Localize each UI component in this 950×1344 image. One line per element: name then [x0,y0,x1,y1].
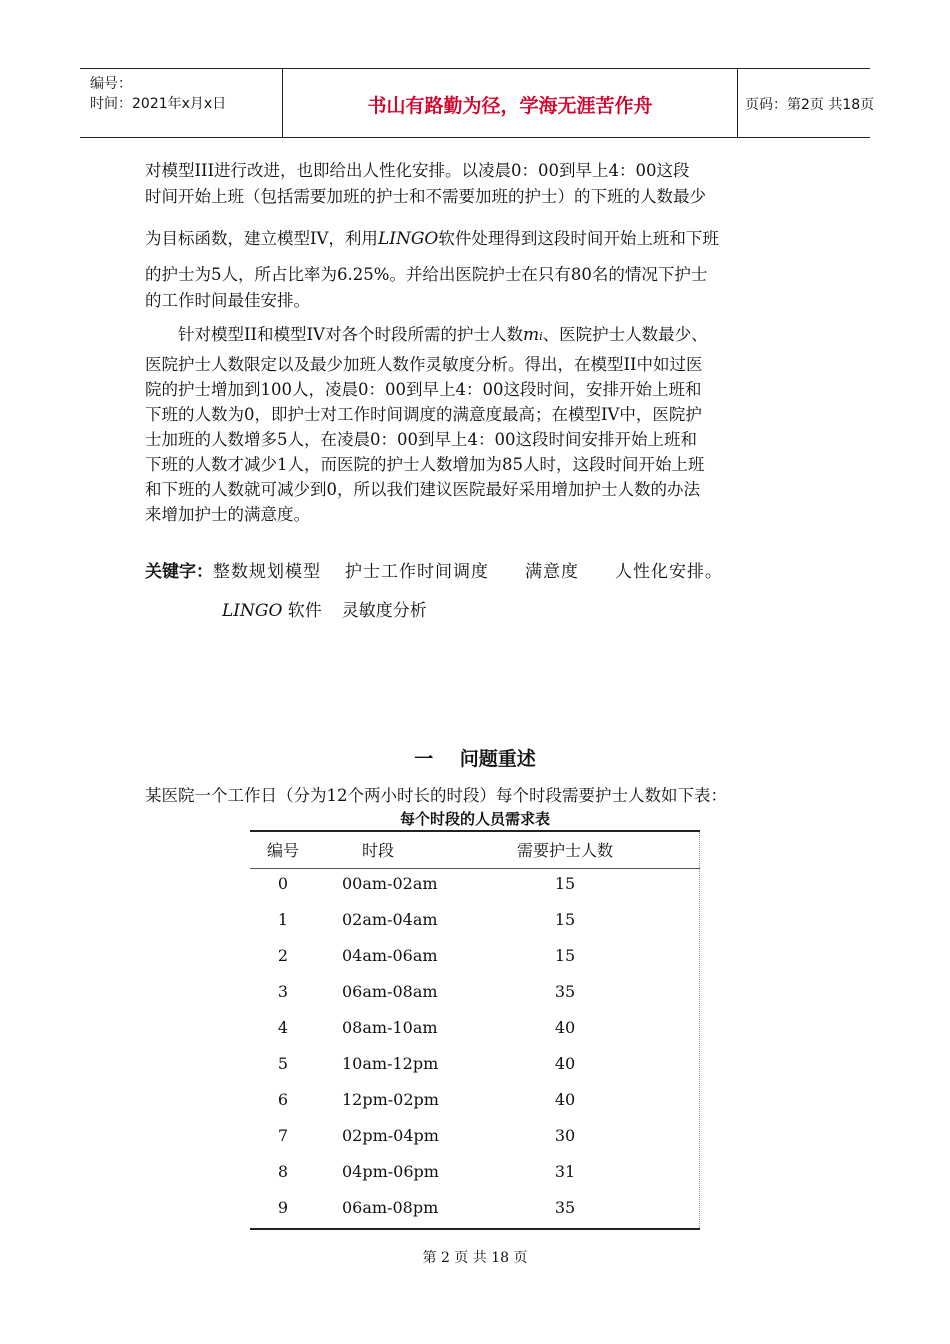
header-page-cell [737,69,875,137]
text-line [145,322,815,352]
row-count-cell: 15 [554,874,576,893]
intro-text: 某医院一个工作日（分为12个两小时长的时段）每个时段需要护士人数如下表： [145,786,727,805]
row-count-cell: 35 [554,982,576,1001]
text-span: 针对模型II和模型IV对各个时段所需的护士人数 [178,325,523,344]
row-count-cell: 35 [554,1198,576,1217]
keyword: 护士工作时间调度 [345,562,489,582]
keywords-label: 关键字： [145,562,213,582]
row-period-cell: 06am-08am [342,982,438,1001]
text-span: 为目标函数，建立模型IV，利用 [145,229,378,248]
text-line: 下班的人数才减少1人，而医院的护士人数增加为85人时，这段时间开始上班 [145,455,705,474]
page-header [80,68,875,138]
math-subscript-i: i [539,330,543,343]
text-line: 时间开始上班（包括需要加班的护士和不需要加班的护士）的下班的人数最少 [145,187,706,206]
section-title: 一 问题重述 [414,748,536,770]
text-line: 士加班的人数增多5人，在凌晨0：00到早上4：00这段时间安排开始上班和 [145,430,697,449]
keyword: 整数规划模型 [213,562,321,582]
row-id-cell: 6 [277,1090,289,1109]
header-motto-cell [282,69,738,137]
row-period-cell: 02am-04am [342,910,438,929]
text-line: 和下班的人数就可减少到0，所以我们建议医院最好采用增加护士人数的办法 [145,480,700,499]
row-period-cell: 04am-06am [342,946,438,965]
keywords-line [145,557,723,582]
table-caption: 每个时段的人员需求表 [399,810,550,828]
row-id-cell: 9 [277,1198,289,1217]
text-line: 下班的人数为0，即护士对工作时间调度的满意度最高；在模型IV中，医院护 [145,405,702,424]
text-line: 的工作时间最佳安排。 [145,291,310,310]
col-header-period: 时段 [362,841,395,860]
row-count-cell: 40 [554,1054,576,1073]
row-count-cell: 40 [554,1090,576,1109]
lingo-term: LINGO [222,601,283,621]
keyword: 软件 [282,601,322,621]
keyword: 满意度 [525,562,579,582]
row-id-cell: 2 [277,946,289,965]
page-footer: 第 2 页 共 18 页 [422,1250,528,1266]
motto: 书山有路勤为径，学海无涯苦作舟 [367,95,653,117]
keyword: 灵敏度分析 [341,601,427,621]
col-header-id: 编号 [266,841,299,860]
col-header-count: 需要护士人数 [516,841,613,860]
text-line: 医院护士人数限定以及最少加班人数作灵敏度分析。得出，在模型II中如过医 [145,355,703,374]
math-m: m [522,325,540,345]
row-id-cell: 8 [277,1162,289,1181]
row-period-cell: 06am-08pm [342,1198,439,1217]
text-line: 对模型III进行改进，也即给出人性化安排。以凌晨0：00到早上4：00这段 [145,161,690,180]
row-count-cell: 15 [554,946,576,965]
row-count-cell: 15 [554,910,576,929]
header-rule [250,868,700,869]
text-line: 来增加护士的满意度。 [145,505,310,524]
abstract-paragraph-2 [145,322,815,527]
text-span: 软件处理得到这段时间开始上班和下班 [438,229,719,248]
table-right-border [699,832,700,1228]
keywords-line-2 [222,596,427,621]
text-span: 、医院护士人数最少、 [542,325,708,344]
demand-table [250,830,700,1230]
row-count-cell: 31 [554,1162,576,1181]
row-id-cell: 5 [277,1054,289,1073]
text-line [145,226,815,262]
row-count-cell: 30 [554,1126,576,1145]
code-label: 编号： [90,76,132,92]
row-period-cell: 10am-12pm [342,1054,439,1073]
row-period-cell: 04pm-06pm [342,1162,439,1181]
row-id-cell: 1 [277,910,289,929]
row-period-cell: 00am-02am [342,874,438,893]
keyword: 人性化安排。 [615,562,723,582]
row-id-cell: 0 [277,874,289,893]
header-meta-cell [80,69,282,137]
text-line: 院的护士增加到100人，凌晨0：00到早上4：00这段时间，安排开始上班和 [145,380,702,399]
row-period-cell: 12pm-02pm [342,1090,439,1109]
row-period-cell: 08am-10am [342,1018,438,1037]
text-line: 的护士为5人，所占比率为6.25%。并给出医院护士在只有80名的情况下护士 [145,265,708,284]
row-period-cell: 02pm-04pm [342,1126,439,1145]
row-count-cell: 40 [554,1018,576,1037]
abstract-paragraph-1 [145,158,815,313]
row-id-cell: 4 [277,1018,289,1037]
lingo-term: LINGO [377,229,439,249]
time-label: 时间：2021年x月x日 [90,96,227,112]
row-id-cell: 7 [277,1126,289,1145]
page-info: 页码：第2页 共18页 [745,97,875,113]
row-id-cell: 3 [277,982,289,1001]
